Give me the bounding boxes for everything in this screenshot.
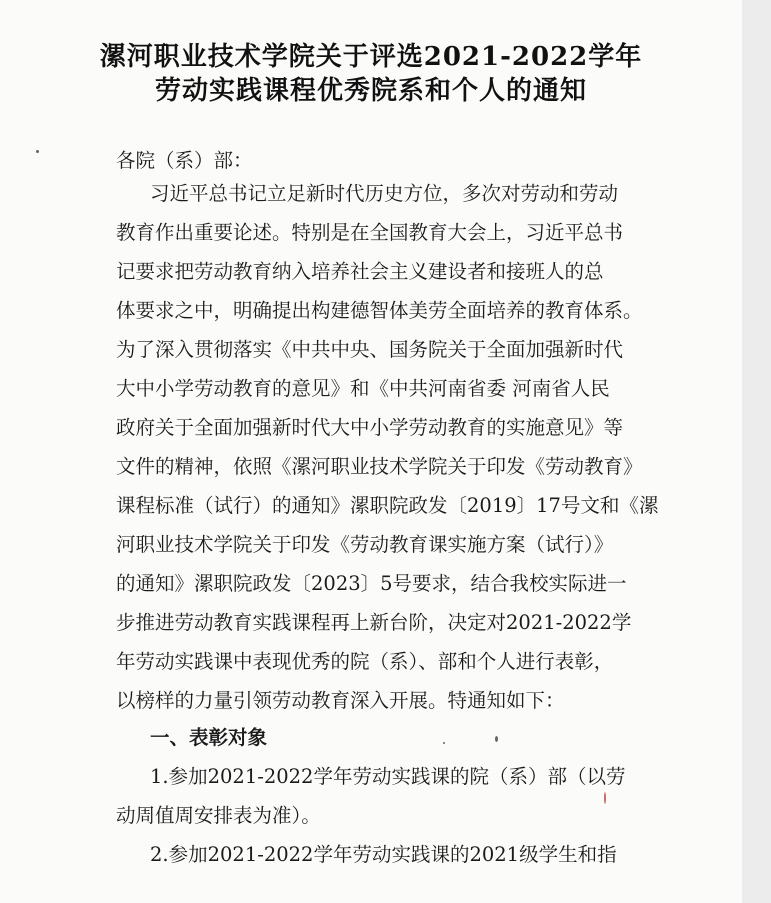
body-line: 大中小学劳动教育的意见》和《中共河南省委 河南省人民 xyxy=(116,377,610,400)
scan-margin xyxy=(742,0,771,903)
list-item-1-line-1: 1.参加2021-2022学年劳动实践课的院（系）部（以劳 xyxy=(150,765,626,788)
list-item-2-line-1: 2.参加2021-2022学年劳动实践课的2021级学生和指 xyxy=(150,843,617,866)
body-line: 文件的精神，依照《漯河职业技术学院关于印发《劳动教育》 xyxy=(116,455,643,478)
section-heading: 一、表彰对象 xyxy=(150,726,268,749)
scan-speck xyxy=(36,150,39,153)
document-title-line-1: 漯河职业技术学院关于评选2021-2022学年 xyxy=(99,42,643,72)
body-line: 步推进劳动教育实践课程再上新台阶，决定对2021-2022学 xyxy=(116,611,632,634)
body-line: 的通知》漯职院政发〔2023〕5号要求，结合我校实际进一 xyxy=(116,572,627,595)
body-line: 教育作出重要论述。特别是在全国教育大会上，习近平总书 xyxy=(116,221,624,244)
body-line: 体要求之中，明确提出构建德智体美劳全面培养的教育体系。 xyxy=(116,299,643,322)
body-line: 课程标准（试行）的通知》漯职院政发〔2019〕17号文和《漯 xyxy=(116,494,659,517)
body-line: 记要求把劳动教育纳入培养社会主义建设者和接班人的总 xyxy=(116,260,604,283)
body-line: 习近平总书记立足新时代历史方位，多次对劳动和劳动 xyxy=(150,182,619,205)
body-line: 以榜样的力量引领劳动教育深入开展。特通知如下： xyxy=(116,689,565,712)
body-line: 河职业技术学院关于印发《劳动教育课实施方案（试行）》 xyxy=(116,533,614,556)
body-line: 年劳动实践课中表现优秀的院（系）、部和个人进行表彰， xyxy=(116,650,614,673)
body-line: 为了深入贯彻落实《中共中央、国务院关于全面加强新时代 xyxy=(116,338,624,361)
list-item-1-line-2: 动周值周安排表为准）。 xyxy=(116,804,321,827)
body-line: 政府关于全面加强新时代大中小学劳动教育的实施意见》等 xyxy=(116,416,624,439)
salutation: 各院（系）部： xyxy=(116,149,253,172)
document-title-line-2: 劳动实践课程优秀院系和个人的通知 xyxy=(154,76,587,106)
